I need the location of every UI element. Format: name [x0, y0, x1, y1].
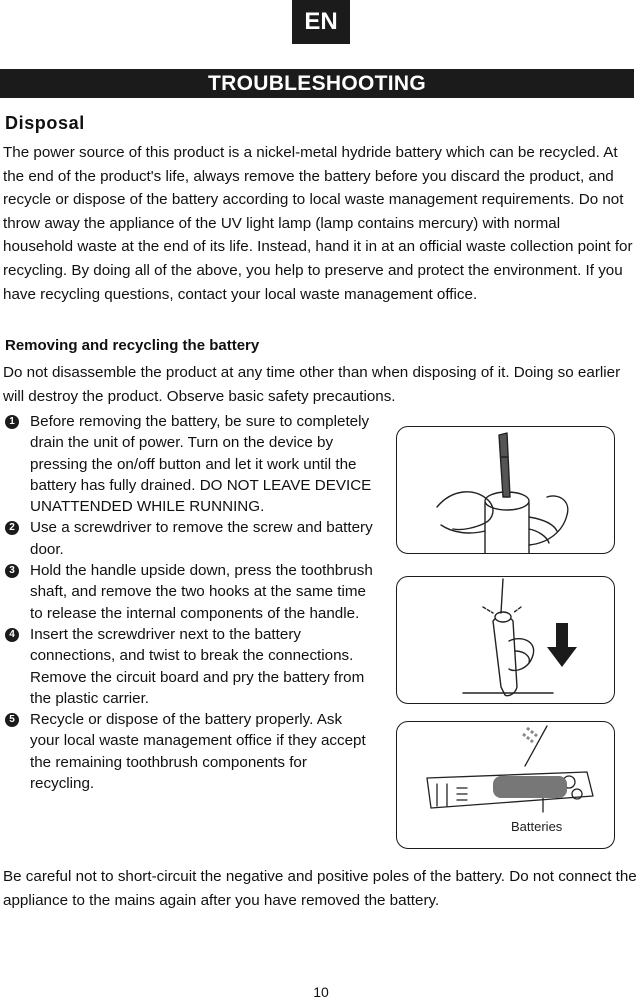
batteries-caption: Batteries — [511, 819, 563, 834]
figure-drain-battery — [396, 426, 615, 554]
figure-batteries — [396, 721, 615, 849]
step-text: Hold the handle upside down, press the toothbrush shaft, and remove the two hooks at the same time to release the internal components of the handle. — [30, 562, 373, 622]
step-text: Before removing the battery, be sure to completely drain the unit of power. Turn on the device by pressing the on/off button and let it work until the battery has fully drained. DO NOT LEAVE DEVICE UNATTENDED WHILE RUNNING. — [30, 413, 372, 516]
step-number-badge: 1 — [5, 415, 19, 429]
step-number-badge: 3 — [5, 564, 19, 578]
section-title: TROUBLESHOOTING — [0, 69, 634, 98]
handle-release-illustration — [397, 577, 614, 703]
step-item — [5, 624, 375, 709]
hand-with-screwdriver-illustration — [397, 427, 614, 553]
step-item — [5, 517, 375, 560]
step-number-badge: 4 — [5, 628, 19, 642]
step-item — [5, 560, 375, 624]
short-circuit-warning: Be careful not to short-circuit the negative and positive poles of the battery. Do not connect the appliance to the mains again after you have removed the battery. — [3, 868, 637, 909]
step-number-badge: 2 — [5, 521, 19, 535]
language-badge: EN — [292, 0, 350, 44]
disposal-heading: Disposal — [5, 113, 85, 133]
step-number-badge: 5 — [5, 713, 19, 727]
down-arrow-icon — [547, 623, 577, 667]
page-number: 10 — [313, 984, 329, 1000]
disposal-paragraph: The power source of this product is a nickel-metal hydride battery which can be recycled. At the end of the product's life, always remove the battery before you discard the product, and recycle or dispose of the battery according to local waste management requirements. Do not throw away the appliance of the UV light lamp (lamp contains mercury) with normal household waste at the end of its life. Instead, hand it in at an official waste collection point for recycling. By doing all of the above, you help to preserve and protect the environment. If you have recycling questions, contact your local waste management office. — [3, 144, 633, 303]
step-text: Insert the screwdriver next to the battery connections, and twist to break the connections. Remove the circuit board and pry the battery from the plastic carrier. — [30, 625, 365, 707]
step-item — [5, 411, 375, 517]
removing-battery-heading: Removing and recycling the battery — [5, 337, 260, 354]
steps-list — [5, 411, 375, 794]
step-item — [5, 709, 375, 794]
step-text: Recycle or dispose of the battery properly. Ask your local waste management office if they accept the remaining toothbrush components for recycling. — [30, 711, 366, 793]
step-text: Use a screwdriver to remove the screw and battery door. — [30, 519, 373, 558]
battery-compartment-illustration — [397, 722, 614, 848]
figure-remove-internals — [396, 576, 615, 704]
removing-intro-paragraph: Do not disassemble the product at any time other than when disposing of it. Doing so earlier will destroy the product. Observe basic safety precautions. — [3, 364, 621, 405]
battery-cell-icon — [493, 776, 567, 798]
